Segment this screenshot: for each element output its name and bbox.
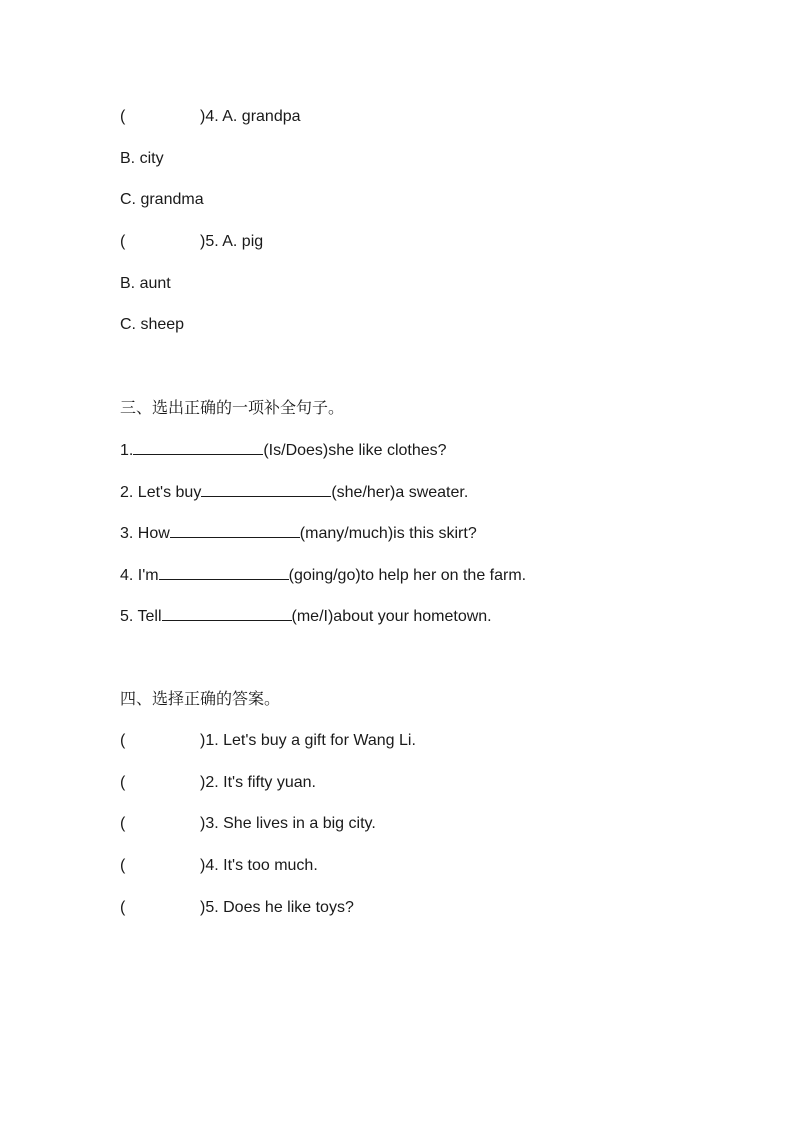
answer-blank[interactable] (170, 523, 300, 538)
fill-blank-1 (120, 440, 447, 461)
question-4-line (120, 107, 301, 127)
answer-paren[interactable]: ( (120, 732, 126, 749)
fill-blank-5 (120, 606, 492, 627)
sentence-start: 3. How (120, 525, 170, 542)
question-text: )3. She lives in a big city. (200, 815, 376, 832)
answer-paren[interactable]: ( (120, 815, 126, 832)
answer-blank[interactable] (162, 606, 292, 621)
section-4-heading: 四、选择正确的答案。 (120, 689, 281, 708)
option-b-line (120, 149, 164, 169)
answer-paren[interactable]: ( (120, 857, 126, 874)
choice-question-1 (120, 731, 416, 751)
sentence-start: 1. (120, 442, 134, 459)
fill-blank-3 (120, 523, 477, 544)
question-text: )1. Let's buy a gift for Wang Li. (200, 732, 416, 749)
sentence-end: (going/go)to help her on the farm. (288, 567, 527, 584)
question-5-line (120, 232, 263, 252)
answer-paren[interactable]: ( (120, 108, 126, 125)
choice-question-5 (120, 898, 354, 918)
option-text: C. sheep (120, 316, 185, 333)
sentence-start: 5. Tell (120, 608, 162, 625)
option-c-line (120, 315, 184, 335)
option-text: B. aunt (120, 275, 171, 292)
answer-paren[interactable]: ( (120, 774, 126, 791)
sentence-end: (she/her)a sweater. (331, 484, 469, 501)
option-text: B. city (120, 150, 164, 167)
question-text: )5. Does he like toys? (200, 899, 354, 916)
sentence-end: (many/much)is this skirt? (299, 525, 477, 542)
answer-blank[interactable] (159, 565, 289, 580)
option-b-line (120, 274, 171, 294)
answer-paren[interactable]: ( (120, 233, 126, 250)
option-c-line (120, 190, 204, 210)
sentence-start: 4. I'm (120, 567, 159, 584)
choice-question-3 (120, 814, 376, 834)
option-text: C. grandma (120, 191, 204, 208)
question-text: )4. A. grandpa (200, 108, 301, 125)
choice-question-2 (120, 773, 316, 793)
answer-paren[interactable]: ( (120, 899, 126, 916)
sentence-end: (me/I)about your hometown. (291, 608, 492, 625)
choice-question-4 (120, 856, 318, 876)
question-text: )5. A. pig (200, 233, 264, 250)
fill-blank-2 (120, 482, 468, 503)
section-3-heading: 三、选出正确的一项补全句子。 (120, 398, 345, 417)
answer-blank[interactable] (133, 440, 263, 455)
question-text: )4. It's too much. (200, 857, 318, 874)
sentence-end: (Is/Does)she like clothes? (263, 442, 447, 459)
sentence-start: 2. Let's buy (120, 484, 202, 501)
question-text: )2. It's fifty yuan. (200, 774, 316, 791)
fill-blank-4 (120, 565, 526, 586)
answer-blank[interactable] (201, 482, 331, 497)
